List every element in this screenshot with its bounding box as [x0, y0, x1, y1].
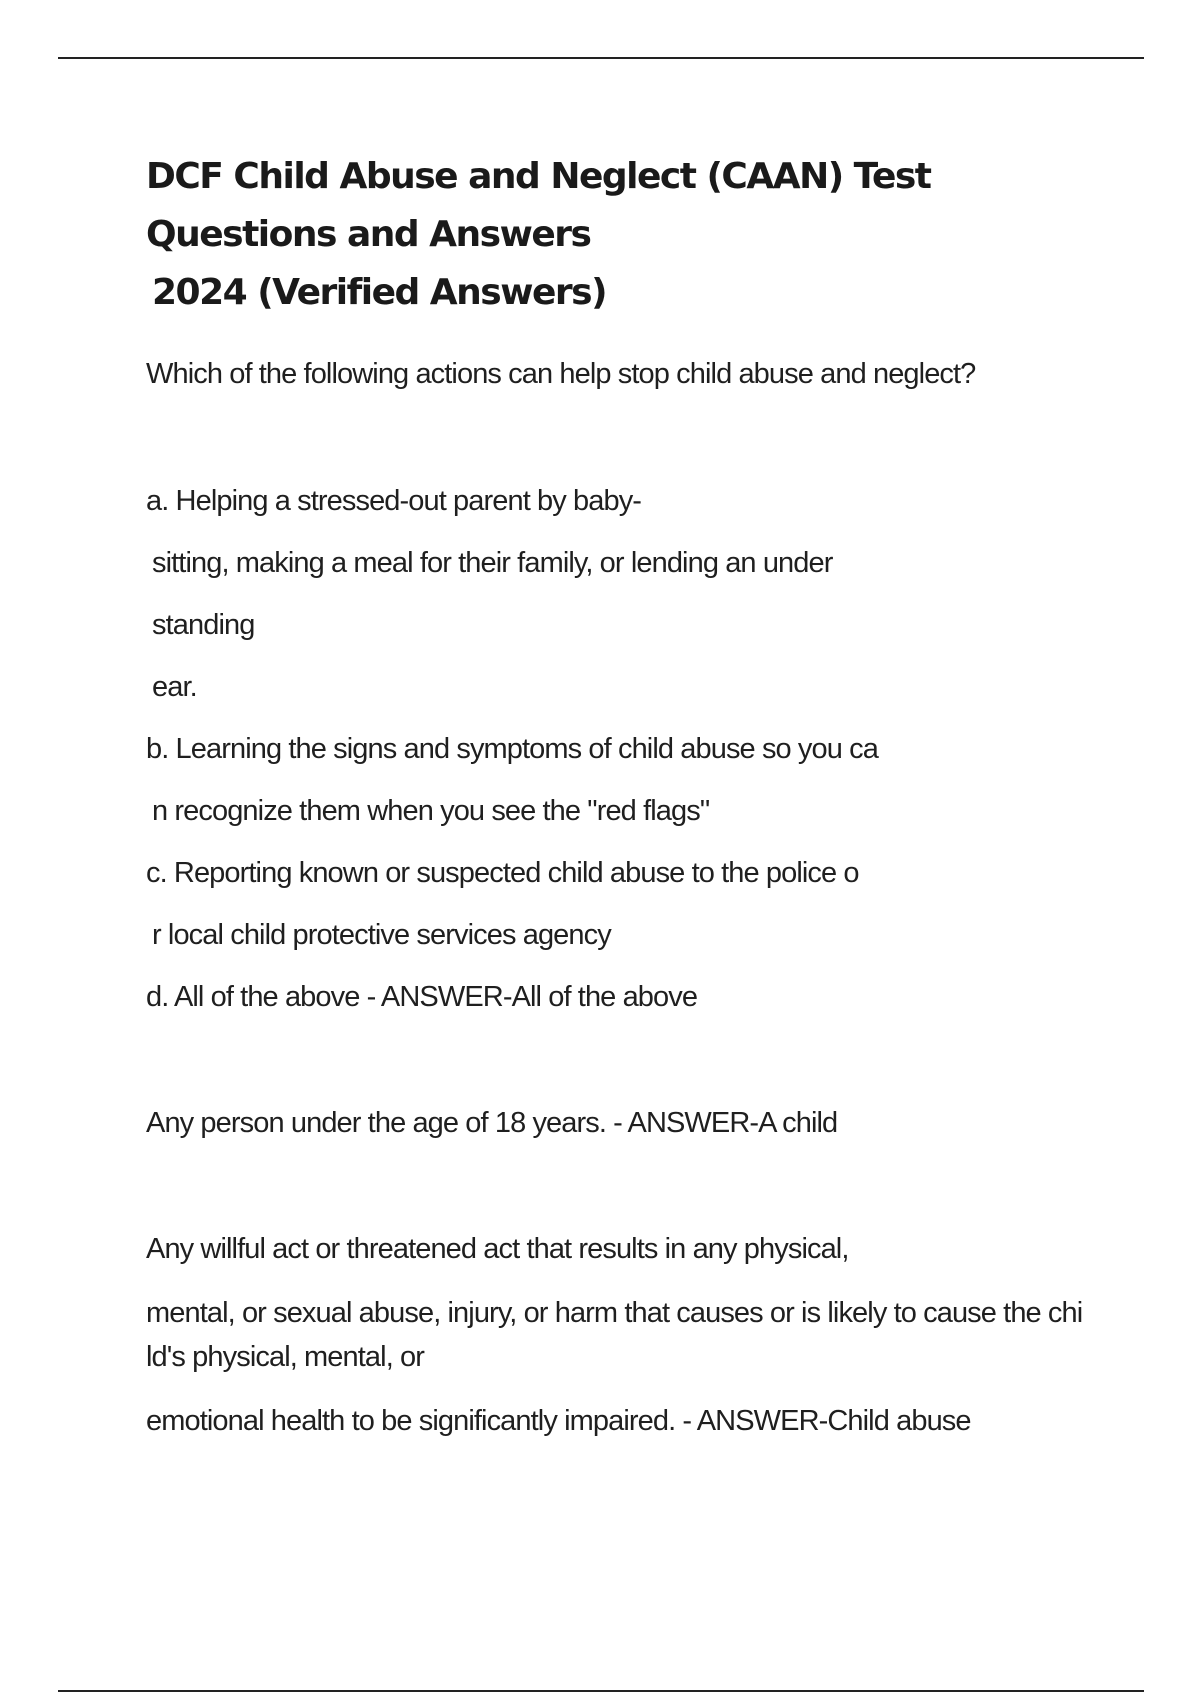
top-divider	[58, 57, 1144, 59]
option-c-line-2: r local child protective services agency	[152, 919, 611, 951]
option-a-line-2: sitting, making a meal for their family, or lending an under	[152, 547, 833, 579]
option-b-line-2: n recognize them when you see the "red flags"	[152, 795, 710, 827]
option-a-line-1: a. Helping a stressed-out parent by baby-	[146, 485, 642, 517]
option-c-line-1: c. Reporting known or suspected child abuse to the police o	[146, 857, 859, 889]
question-3-line-1: Any willful act or threatened act that results in any physical,	[146, 1233, 849, 1265]
question-1-text: Which of the following actions can help stop child abuse and neglect?	[146, 358, 976, 390]
question-3-answer: emotional health to be significantly impaired. - ANSWER-Child abuse	[146, 1405, 971, 1437]
title-line-2: 2024 (Verified Answers)	[152, 272, 607, 313]
option-a-line-4: ear.	[152, 671, 197, 703]
option-d-answer: d. All of the above - ANSWER-All of the above	[146, 981, 698, 1013]
question-2-answer: Any person under the age of 18 years. - ANSWER-A child	[146, 1107, 838, 1139]
option-b-line-1: b. Learning the signs and symptoms of child abuse so you ca	[146, 733, 878, 765]
question-3-line-2: mental, or sexual abuse, injury, or harm that causes or is likely to cause the chi	[146, 1297, 1083, 1329]
question-3-line-3: ld's physical, mental, or	[146, 1341, 424, 1373]
option-a-line-3: standing	[152, 609, 255, 641]
bottom-divider	[58, 1690, 1144, 1692]
title-line-1: DCF Child Abuse and Neglect (CAAN) Test Questions and Answers	[146, 156, 931, 255]
document-title	[146, 148, 1106, 322]
